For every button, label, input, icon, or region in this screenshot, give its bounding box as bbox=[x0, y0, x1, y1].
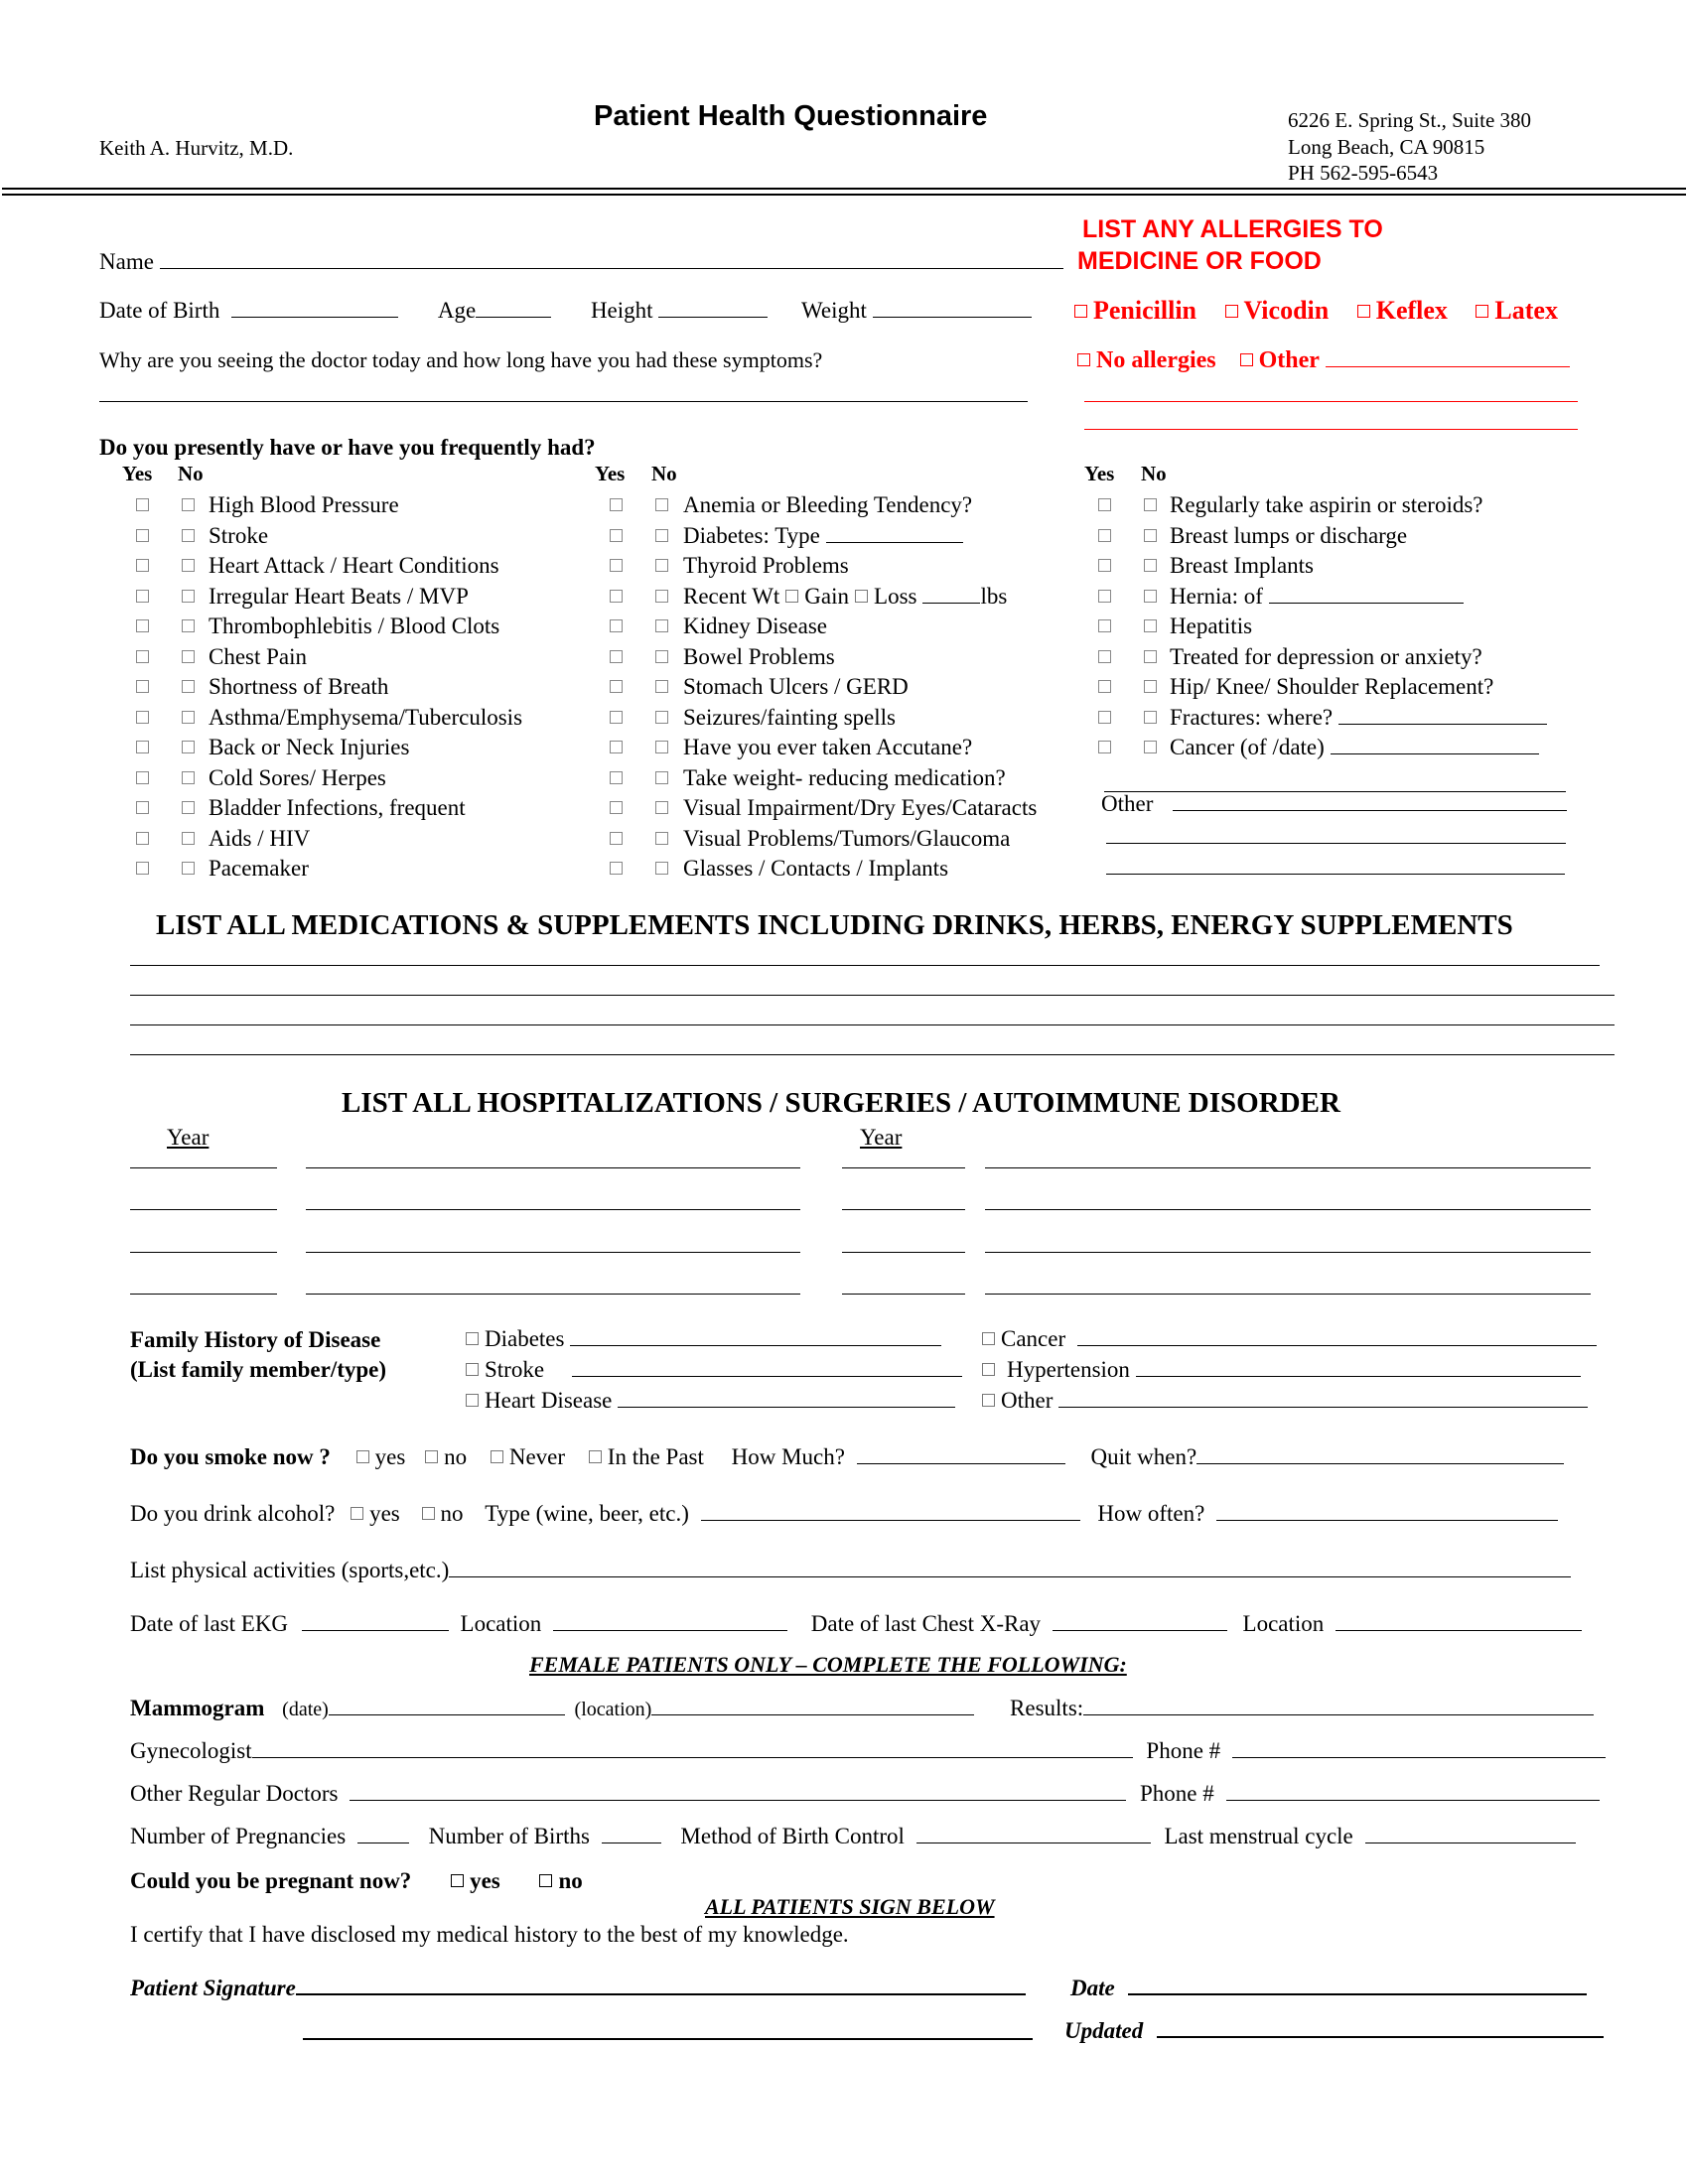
yes-checkbox-icon[interactable] bbox=[610, 619, 623, 632]
no-checkbox-icon[interactable] bbox=[655, 832, 668, 845]
yes-checkbox-icon[interactable] bbox=[136, 801, 149, 814]
smoke-never-option[interactable]: Never bbox=[491, 1444, 565, 1469]
yes-checkbox-icon[interactable] bbox=[136, 498, 149, 511]
family-history-label: Family History of Disease bbox=[130, 1327, 381, 1352]
col1-label: High Blood Pressure bbox=[209, 492, 399, 517]
dob-field[interactable] bbox=[231, 299, 398, 318]
family-hypertension-field[interactable] bbox=[1136, 1358, 1581, 1377]
other-doctors-label: Other Regular Doctors bbox=[130, 1781, 339, 1806]
checkbox-icon[interactable] bbox=[589, 1450, 602, 1463]
family-cancer-field[interactable] bbox=[1077, 1327, 1597, 1346]
yes-checkbox-icon[interactable] bbox=[136, 741, 149, 753]
col2-label: Kidney Disease bbox=[683, 614, 827, 638]
family-heart: Heart Disease bbox=[466, 1389, 955, 1412]
menstrual-label: Last menstrual cycle bbox=[1164, 1824, 1353, 1848]
col2-label: Diabetes: Type bbox=[683, 524, 963, 547]
allergy-other-option[interactable]: Other bbox=[1240, 347, 1320, 373]
year-field[interactable] bbox=[842, 1294, 965, 1295]
no-checkbox-icon[interactable] bbox=[1144, 559, 1157, 572]
col3-no-header: No bbox=[1141, 462, 1167, 485]
col1-label: Stroke bbox=[209, 523, 269, 548]
ekg-label: Date of last EKG bbox=[130, 1611, 289, 1636]
allergy-line-2[interactable] bbox=[1084, 429, 1578, 430]
weight-field[interactable] bbox=[873, 299, 1032, 318]
date-field[interactable] bbox=[1128, 1976, 1587, 1995]
no-checkbox-icon[interactable] bbox=[655, 862, 668, 875]
births-label: Number of Births bbox=[428, 1824, 590, 1848]
address-line-2: Long Beach, CA 90815 bbox=[1288, 135, 1485, 159]
loss-label: Loss bbox=[874, 584, 917, 609]
col2-label: Have you ever taken Accutane? bbox=[683, 735, 973, 759]
phone-number: PH 562-595-6543 bbox=[1288, 161, 1439, 185]
col1-label: Aids / HIV bbox=[209, 826, 311, 851]
checkbox-icon[interactable] bbox=[1357, 305, 1370, 318]
col3-label: Hepatitis bbox=[1170, 614, 1253, 638]
yes-checkbox-icon[interactable] bbox=[136, 832, 149, 845]
family-other: Other bbox=[982, 1389, 1588, 1412]
no-checkbox-icon[interactable] bbox=[655, 711, 668, 724]
allergy-line-1[interactable] bbox=[1084, 401, 1578, 402]
hospitalization-description-field[interactable] bbox=[306, 1252, 800, 1253]
allergy-other-row bbox=[1077, 348, 1570, 372]
why-field[interactable] bbox=[99, 401, 1028, 402]
family-history-sublabel: (List family member/type) bbox=[130, 1357, 387, 1382]
pregnancies-field[interactable] bbox=[357, 1825, 409, 1843]
births-field[interactable] bbox=[602, 1825, 661, 1843]
smoke-no-option[interactable]: no bbox=[425, 1444, 467, 1469]
medication-line-2[interactable] bbox=[130, 995, 1615, 996]
no-checkbox-icon[interactable] bbox=[1144, 680, 1157, 693]
yes-checkbox-icon[interactable] bbox=[610, 680, 623, 693]
other-phone-label: Phone # bbox=[1140, 1781, 1214, 1806]
why-label: Why are you seeing the doctor today and how long have you had these symptoms? bbox=[99, 347, 823, 372]
yes-checkbox-icon[interactable] bbox=[1098, 529, 1111, 542]
year-field[interactable] bbox=[130, 1167, 277, 1168]
hospitalization-description-field[interactable] bbox=[306, 1294, 800, 1295]
medication-line-4[interactable] bbox=[130, 1054, 1615, 1055]
no-checkbox-icon[interactable] bbox=[1144, 711, 1157, 724]
col1-label: Heart Attack / Heart Conditions bbox=[209, 553, 499, 578]
allergy-penicillin[interactable]: Penicillin bbox=[1074, 296, 1196, 325]
year-field[interactable] bbox=[842, 1252, 965, 1253]
alcohol-question: Do you drink alcohol? bbox=[130, 1501, 336, 1526]
yes-checkbox-icon[interactable] bbox=[610, 529, 623, 542]
year-header-left: Year bbox=[167, 1125, 210, 1150]
year-field[interactable] bbox=[842, 1167, 965, 1168]
no-checkbox-icon[interactable] bbox=[182, 741, 195, 753]
xray-label: Date of last Chest X-Ray bbox=[810, 1611, 1042, 1636]
medication-line-3[interactable] bbox=[130, 1024, 1615, 1025]
updated-field[interactable] bbox=[1157, 2018, 1604, 2038]
age-field[interactable] bbox=[476, 299, 551, 318]
lbs-label: lbs bbox=[980, 584, 1008, 609]
col3-extra-line-2[interactable] bbox=[1106, 843, 1566, 844]
no-checkbox-icon[interactable] bbox=[655, 741, 668, 753]
col2-no-header: No bbox=[651, 462, 677, 485]
checkbox-icon[interactable] bbox=[1476, 305, 1488, 318]
allergy-vicodin[interactable]: Vicodin bbox=[1225, 296, 1330, 325]
no-checkbox-icon[interactable] bbox=[182, 498, 195, 511]
no-checkbox-icon[interactable] bbox=[1144, 498, 1157, 511]
smoking-row bbox=[130, 1445, 1564, 1468]
second-signature-line[interactable] bbox=[303, 2038, 1033, 2040]
weight-change-field[interactable] bbox=[922, 585, 980, 604]
condition-detail-field[interactable] bbox=[1338, 706, 1547, 725]
allergy-other-field[interactable] bbox=[1326, 348, 1570, 367]
gain-label: Gain bbox=[804, 584, 850, 609]
yes-checkbox-icon[interactable] bbox=[610, 498, 623, 511]
yes-checkbox-icon[interactable] bbox=[610, 590, 623, 603]
col2-label: Recent Wt Gain Loss lbs bbox=[683, 584, 1008, 609]
year-field[interactable] bbox=[842, 1209, 965, 1210]
pregnancy-row bbox=[130, 1825, 1576, 1847]
patient-signature-label: Patient Signature bbox=[130, 1976, 296, 2000]
col2-label: Thyroid Problems bbox=[683, 553, 849, 578]
family-hypertension: Hypertension bbox=[982, 1358, 1581, 1381]
col2-label: Take weight- reducing medication? bbox=[683, 765, 1006, 790]
conditions-question: Do you presently have or have you frequently had? bbox=[99, 435, 596, 460]
family-other-field[interactable] bbox=[1058, 1389, 1588, 1408]
ekg-location-field[interactable] bbox=[553, 1612, 787, 1631]
checkbox-icon[interactable] bbox=[855, 590, 868, 603]
pregnant-yes-option[interactable]: yes bbox=[451, 1868, 500, 1893]
col3-other-label: Other bbox=[1101, 791, 1154, 816]
other-phone-field[interactable] bbox=[1226, 1782, 1600, 1801]
how-much-field[interactable] bbox=[857, 1445, 1065, 1464]
no-checkbox-icon[interactable] bbox=[182, 801, 195, 814]
address-line-1: 6226 E. Spring St., Suite 380 bbox=[1288, 108, 1532, 132]
no-allergies-option[interactable]: No allergies bbox=[1077, 347, 1216, 373]
mammogram-date-label: (date) bbox=[282, 1699, 329, 1720]
yes-checkbox-icon[interactable] bbox=[136, 680, 149, 693]
gynecologist-field[interactable] bbox=[252, 1739, 1133, 1758]
condition-detail-field[interactable] bbox=[1331, 736, 1539, 754]
checkbox-icon[interactable] bbox=[539, 1874, 552, 1887]
no-checkbox-icon[interactable] bbox=[182, 590, 195, 603]
menstrual-field[interactable] bbox=[1365, 1825, 1576, 1843]
no-checkbox-icon[interactable] bbox=[182, 529, 195, 542]
hospitalization-description-field[interactable] bbox=[306, 1209, 800, 1210]
no-checkbox-icon[interactable] bbox=[182, 862, 195, 875]
header-rule-bottom bbox=[2, 194, 1686, 196]
checkbox-icon[interactable] bbox=[1225, 305, 1238, 318]
col3-label: Breast lumps or discharge bbox=[1170, 523, 1408, 548]
hospitalizations-title: LIST ALL HOSPITALIZATIONS / SURGERIES / AUTOIMMUNE DISORDER bbox=[342, 1087, 1340, 1119]
loss-option[interactable] bbox=[855, 584, 916, 609]
sign-section-title: ALL PATIENTS SIGN BELOW bbox=[705, 1894, 995, 1919]
col3-other-field[interactable] bbox=[1173, 792, 1567, 811]
header-rule-top bbox=[2, 188, 1686, 190]
no-checkbox-icon[interactable] bbox=[182, 832, 195, 845]
yes-checkbox-icon[interactable] bbox=[1098, 711, 1111, 724]
col1-label: Pacemaker bbox=[209, 856, 309, 881]
name-field[interactable] bbox=[160, 250, 1063, 269]
checkbox-icon[interactable] bbox=[491, 1450, 503, 1463]
updated-label: Updated bbox=[1064, 2018, 1144, 2043]
checkbox-icon[interactable] bbox=[1074, 305, 1087, 318]
family-diabetes-field[interactable] bbox=[570, 1327, 941, 1346]
allergy-latex[interactable]: Latex bbox=[1476, 296, 1558, 325]
pregnant-question: Could you be pregnant now? bbox=[130, 1868, 412, 1893]
other-doctors-field[interactable] bbox=[350, 1782, 1126, 1801]
no-checkbox-icon[interactable] bbox=[655, 590, 668, 603]
col2-label: Seizures/fainting spells bbox=[683, 705, 896, 730]
pregnant-row bbox=[130, 1869, 583, 1892]
alcohol-often-field[interactable] bbox=[1216, 1502, 1558, 1521]
ekg-date-field[interactable] bbox=[302, 1612, 449, 1631]
allergies-title-2: MEDICINE OR FOOD bbox=[1077, 247, 1322, 275]
no-checkbox-icon[interactable] bbox=[655, 498, 668, 511]
col3-extra-line-3[interactable] bbox=[1106, 874, 1565, 875]
birth-control-label: Method of Birth Control bbox=[680, 1824, 905, 1848]
no-checkbox-icon[interactable] bbox=[182, 650, 195, 663]
certify-statement: I certify that I have disclosed my medical history to the best of my knowledge. bbox=[130, 1922, 849, 1947]
alcohol-type-field[interactable] bbox=[701, 1502, 1080, 1521]
col1-yes-header: Yes bbox=[122, 462, 153, 485]
col2-label: Anemia or Bleeding Tendency? bbox=[683, 492, 973, 517]
yes-checkbox-icon[interactable] bbox=[1098, 590, 1111, 603]
yes-checkbox-icon[interactable] bbox=[136, 619, 149, 632]
yes-checkbox-icon[interactable] bbox=[136, 650, 149, 663]
activities-field[interactable] bbox=[449, 1559, 1571, 1577]
year-header-right: Year bbox=[860, 1125, 903, 1150]
yes-checkbox-icon[interactable] bbox=[136, 771, 149, 784]
weight-label: Weight bbox=[801, 298, 867, 323]
col1-label: Bladder Infections, frequent bbox=[209, 795, 466, 820]
no-checkbox-icon[interactable] bbox=[655, 801, 668, 814]
alcohol-often-label: How often? bbox=[1097, 1501, 1205, 1526]
yes-checkbox-icon[interactable] bbox=[610, 741, 623, 753]
pregnancies-label: Number of Pregnancies bbox=[130, 1824, 347, 1848]
no-checkbox-icon[interactable] bbox=[182, 771, 195, 784]
mammogram-row bbox=[130, 1697, 1594, 1719]
mammogram-label: Mammogram bbox=[130, 1696, 265, 1720]
diabetes-type-field[interactable] bbox=[826, 524, 963, 543]
yes-checkbox-icon[interactable] bbox=[610, 801, 623, 814]
xray-location-label: Location bbox=[1242, 1611, 1325, 1636]
alcohol-row bbox=[130, 1502, 1558, 1525]
yes-checkbox-icon[interactable] bbox=[610, 832, 623, 845]
hospitalization-description-field[interactable] bbox=[306, 1167, 800, 1168]
updated-row bbox=[1064, 2018, 1604, 2042]
col3-other-row bbox=[1101, 792, 1567, 815]
smoke-past-option[interactable]: In the Past bbox=[589, 1444, 704, 1469]
how-much-label: How Much? bbox=[731, 1444, 845, 1469]
no-checkbox-icon[interactable] bbox=[655, 680, 668, 693]
mammogram-date-field[interactable] bbox=[329, 1697, 565, 1715]
checkbox-icon[interactable] bbox=[466, 1363, 479, 1376]
no-checkbox-icon[interactable] bbox=[655, 771, 668, 784]
no-checkbox-icon[interactable] bbox=[655, 650, 668, 663]
name-row bbox=[99, 250, 1063, 273]
col2-label: Glasses / Contacts / Implants bbox=[683, 856, 949, 881]
checkbox-icon[interactable] bbox=[982, 1394, 995, 1407]
no-checkbox-icon[interactable] bbox=[655, 559, 668, 572]
family-heart-field[interactable] bbox=[618, 1389, 955, 1408]
condition-detail-field[interactable] bbox=[1269, 585, 1464, 604]
yes-checkbox-icon[interactable] bbox=[1098, 619, 1111, 632]
age-label: Age bbox=[437, 298, 477, 323]
family-diabetes: Diabetes bbox=[466, 1327, 941, 1350]
checkbox-icon[interactable] bbox=[1077, 353, 1090, 366]
activities-label: List physical activities (sports,etc.) bbox=[130, 1558, 450, 1582]
col3-label: Hip/ Knee/ Shoulder Replacement? bbox=[1170, 674, 1494, 699]
female-section-title: FEMALE PATIENTS ONLY – COMPLETE THE FOLLOWING: bbox=[529, 1652, 1127, 1677]
yes-checkbox-icon[interactable] bbox=[1098, 498, 1111, 511]
yes-checkbox-icon[interactable] bbox=[136, 559, 149, 572]
year-field[interactable] bbox=[130, 1294, 277, 1295]
patient-signature-field[interactable] bbox=[296, 1976, 1026, 1995]
col1-label: Back or Neck Injuries bbox=[209, 735, 410, 759]
yes-checkbox-icon[interactable] bbox=[610, 711, 623, 724]
hospitalization-description-field[interactable] bbox=[985, 1167, 1591, 1168]
form-title: Patient Health Questionnaire bbox=[594, 100, 988, 132]
checkbox-icon[interactable] bbox=[425, 1450, 438, 1463]
medications-title: LIST ALL MEDICATIONS & SUPPLEMENTS INCLUDING DRINKS, HERBS, ENERGY SUPPLEMENTS bbox=[156, 909, 1513, 941]
col3-label: Fractures: where? bbox=[1170, 706, 1547, 729]
family-stroke-field[interactable] bbox=[572, 1358, 962, 1377]
gain-option[interactable] bbox=[785, 584, 849, 609]
col3-label: Hernia: of bbox=[1170, 585, 1464, 608]
quit-label: Quit when? bbox=[1090, 1444, 1197, 1469]
no-checkbox-icon[interactable] bbox=[182, 680, 195, 693]
yes-checkbox-icon[interactable] bbox=[610, 559, 623, 572]
family-stroke: Stroke bbox=[466, 1358, 962, 1381]
col1-label: Chest Pain bbox=[209, 644, 308, 669]
height-label: Height bbox=[590, 298, 653, 323]
no-checkbox-icon[interactable] bbox=[1144, 529, 1157, 542]
no-checkbox-icon[interactable] bbox=[655, 619, 668, 632]
mammogram-results-field[interactable] bbox=[1083, 1697, 1594, 1715]
allergy-keflex[interactable]: Keflex bbox=[1357, 296, 1448, 325]
other-doctors-row bbox=[130, 1782, 1600, 1805]
checkbox-icon[interactable] bbox=[1240, 353, 1253, 366]
col1-no-header: No bbox=[178, 462, 204, 485]
col3-label: Regularly take aspirin or steroids? bbox=[1170, 492, 1483, 517]
no-checkbox-icon[interactable] bbox=[1144, 619, 1157, 632]
ekg-location-label: Location bbox=[460, 1611, 542, 1636]
year-field[interactable] bbox=[130, 1209, 277, 1210]
no-checkbox-icon[interactable] bbox=[182, 619, 195, 632]
checkbox-icon[interactable] bbox=[351, 1507, 363, 1520]
mammogram-results-label: Results: bbox=[1010, 1696, 1084, 1720]
alcohol-type-label: Type (wine, beer, etc.) bbox=[485, 1501, 689, 1526]
col1-label: Cold Sores/ Herpes bbox=[209, 765, 386, 790]
alcohol-no-option[interactable]: no bbox=[422, 1501, 464, 1526]
doctor-name: Keith A. Hurvitz, M.D. bbox=[99, 136, 294, 160]
xray-date-field[interactable] bbox=[1053, 1612, 1227, 1631]
col3-label: Cancer (of /date) bbox=[1170, 736, 1539, 758]
col2-label: Visual Problems/Tumors/Glaucoma bbox=[683, 826, 1011, 851]
alcohol-yes-option[interactable]: yes bbox=[351, 1501, 400, 1526]
yes-checkbox-icon[interactable] bbox=[136, 711, 149, 724]
hospitalization-description-field[interactable] bbox=[985, 1294, 1591, 1295]
allergies-title-1: LIST ANY ALLERGIES TO bbox=[1082, 215, 1383, 243]
hospitalization-description-field[interactable] bbox=[985, 1252, 1591, 1253]
col2-yes-header: Yes bbox=[595, 462, 626, 485]
allergy-options bbox=[1074, 298, 1558, 324]
checkbox-icon[interactable] bbox=[451, 1874, 464, 1887]
mammogram-location-field[interactable] bbox=[651, 1697, 974, 1715]
checkbox-icon[interactable] bbox=[785, 590, 798, 603]
col2-label: Bowel Problems bbox=[683, 644, 835, 669]
checkbox-icon[interactable] bbox=[466, 1332, 479, 1345]
smoking-question: Do you smoke now ? bbox=[130, 1444, 331, 1469]
yes-checkbox-icon[interactable] bbox=[610, 650, 623, 663]
col3-label: Treated for depression or anxiety? bbox=[1170, 644, 1482, 669]
no-checkbox-icon[interactable] bbox=[182, 711, 195, 724]
yes-checkbox-icon[interactable] bbox=[610, 862, 623, 875]
col1-label: Irregular Heart Beats / MVP bbox=[209, 584, 469, 609]
col3-label: Breast Implants bbox=[1170, 553, 1314, 578]
gynecologist-row bbox=[130, 1739, 1606, 1762]
birth-control-field[interactable] bbox=[916, 1825, 1151, 1843]
gyn-phone-field[interactable] bbox=[1232, 1739, 1606, 1758]
date-row bbox=[1070, 1976, 1587, 1999]
height-field[interactable] bbox=[658, 299, 768, 318]
checkbox-icon[interactable] bbox=[982, 1332, 995, 1345]
no-checkbox-icon[interactable] bbox=[655, 529, 668, 542]
hospitalization-description-field[interactable] bbox=[985, 1209, 1591, 1210]
no-checkbox-icon[interactable] bbox=[1144, 590, 1157, 603]
yes-checkbox-icon[interactable] bbox=[136, 529, 149, 542]
date-label: Date bbox=[1070, 1976, 1115, 2000]
family-cancer: Cancer bbox=[982, 1327, 1597, 1350]
no-checkbox-icon[interactable] bbox=[182, 559, 195, 572]
col3-yes-header: Yes bbox=[1084, 462, 1115, 485]
col1-label: Thrombophlebitis / Blood Clots bbox=[209, 614, 500, 638]
checkbox-icon[interactable] bbox=[422, 1507, 435, 1520]
activities-row bbox=[130, 1559, 1571, 1581]
dob-label: Date of Birth bbox=[99, 298, 220, 323]
checkbox-icon[interactable] bbox=[356, 1450, 369, 1463]
year-field[interactable] bbox=[130, 1252, 277, 1253]
checkbox-icon[interactable] bbox=[466, 1394, 479, 1407]
medication-line-1[interactable] bbox=[130, 965, 1600, 966]
quit-field[interactable] bbox=[1196, 1445, 1564, 1464]
pregnant-no-option[interactable]: no bbox=[539, 1868, 582, 1893]
tests-row bbox=[130, 1612, 1582, 1635]
xray-location-field[interactable] bbox=[1336, 1612, 1582, 1631]
smoke-yes-option[interactable]: yes bbox=[356, 1444, 406, 1469]
checkbox-icon[interactable] bbox=[982, 1363, 995, 1376]
patient-signature-row bbox=[130, 1976, 1026, 1999]
col2-label: Stomach Ulcers / GERD bbox=[683, 674, 909, 699]
dob-row bbox=[99, 299, 1032, 322]
col1-label: Asthma/Emphysema/Tuberculosis bbox=[209, 705, 523, 730]
yes-checkbox-icon[interactable] bbox=[136, 862, 149, 875]
yes-checkbox-icon[interactable] bbox=[610, 771, 623, 784]
yes-checkbox-icon[interactable] bbox=[136, 590, 149, 603]
no-checkbox-icon[interactable] bbox=[1144, 650, 1157, 663]
no-checkbox-icon[interactable] bbox=[1144, 741, 1157, 753]
gyn-phone-label: Phone # bbox=[1146, 1738, 1221, 1763]
col2-label: Visual Impairment/Dry Eyes/Cataracts bbox=[683, 795, 1038, 820]
yes-checkbox-icon[interactable] bbox=[1098, 680, 1111, 693]
yes-checkbox-icon[interactable] bbox=[1098, 741, 1111, 753]
gynecologist-label: Gynecologist bbox=[130, 1738, 252, 1763]
name-label: Name bbox=[99, 249, 154, 274]
mammogram-location-label: (location) bbox=[574, 1699, 652, 1720]
yes-checkbox-icon[interactable] bbox=[1098, 650, 1111, 663]
col1-label: Shortness of Breath bbox=[209, 674, 389, 699]
yes-checkbox-icon[interactable] bbox=[1098, 559, 1111, 572]
